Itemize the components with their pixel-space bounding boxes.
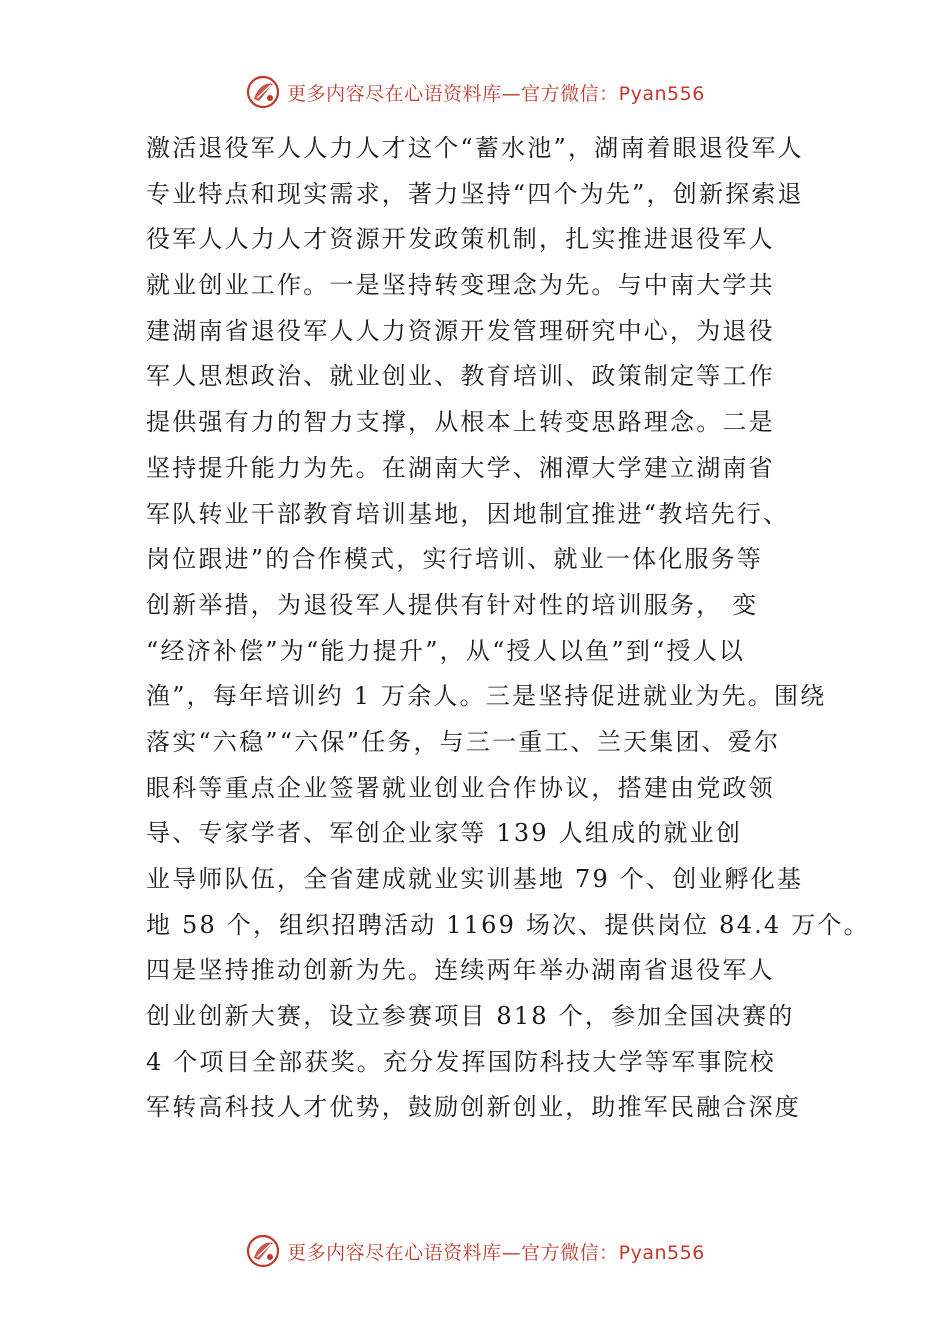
header-banner-text: 更多内容尽在心语资料库—官方微信：Pyan556 bbox=[287, 82, 705, 105]
logo-icon bbox=[245, 1233, 281, 1269]
body-line: 创业创新大赛，设立参赛项目 818 个，参加全国决赛的 bbox=[146, 1002, 795, 1031]
body-line: “经济补偿”为“能力提升”，从“授人以鱼”到“授人以 bbox=[146, 636, 746, 665]
body-line: 4 个项目全部获奖。充分发挥国防科技大学等军事院校 bbox=[146, 1047, 776, 1076]
body-line: 役军人人力人才资源开发政策机制，扎实推进退役军人 bbox=[146, 225, 775, 254]
logo-icon bbox=[245, 74, 281, 110]
body-line: 落实“六稳”“六保”任务，与三一重工、兰天集团、爱尔 bbox=[146, 727, 781, 756]
body-line: 建湖南省退役军人人力资源开发管理研究中心，为退役 bbox=[146, 316, 775, 345]
body-line: 专业特点和现实需求，著力坚持“四个为先”，创新探索退 bbox=[146, 179, 804, 208]
body-line: 地 58 个，组织招聘活动 1169 场次、提供岗位 84.4 万个。 bbox=[146, 910, 870, 939]
body-line: 军人思想政治、就业创业、教育培训、政策制定等工作 bbox=[146, 362, 775, 391]
body-line: 军转高科技人才优势，鼓励创新创业，助推军民融合深度 bbox=[146, 1093, 801, 1122]
body-line: 岗位跟进”的合作模式，实行培训、就业一体化服务等 bbox=[146, 545, 764, 574]
body-line: 导、专家学者、军创企业家等 139 人组成的就业创 bbox=[146, 819, 743, 848]
body-line: 军队转业干部教育培训基地，因地制宜推进“教培先行、 bbox=[146, 499, 790, 528]
document-body bbox=[146, 126, 870, 1131]
header-banner bbox=[0, 74, 950, 110]
body-line: 四是坚持推动创新为先。连续两年举办湖南省退役军人 bbox=[146, 956, 775, 985]
body-line: 创新举措，为退役军人提供有针对性的培训服务， 变 bbox=[146, 590, 759, 619]
footer-banner bbox=[0, 1233, 950, 1269]
body-line: 眼科等重点企业签署就业创业合作协议，搭建由党政领 bbox=[146, 773, 775, 802]
body-line: 业导师队伍，全省建成就业实训基地 79 个、创业孵化基 bbox=[146, 865, 804, 893]
body-line: 渔”，每年培训约 1 万余人。三是坚持促进就业为先。围绕 bbox=[146, 682, 827, 711]
footer-banner-text: 更多内容尽在心语资料库—官方微信：Pyan556 bbox=[287, 1241, 705, 1264]
body-line: 坚持提升能力为先。在湖南大学、湘潭大学建立湖南省 bbox=[146, 453, 775, 482]
body-line: 激活退役军人人力人才这个“蓄水池”，湖南着眼退役军人 bbox=[146, 134, 804, 162]
body-line: 就业创业工作。一是坚持转变理念为先。与中南大学共 bbox=[146, 271, 775, 300]
body-line: 提供强有力的智力支撑，从根本上转变思路理念。二是 bbox=[146, 408, 775, 437]
